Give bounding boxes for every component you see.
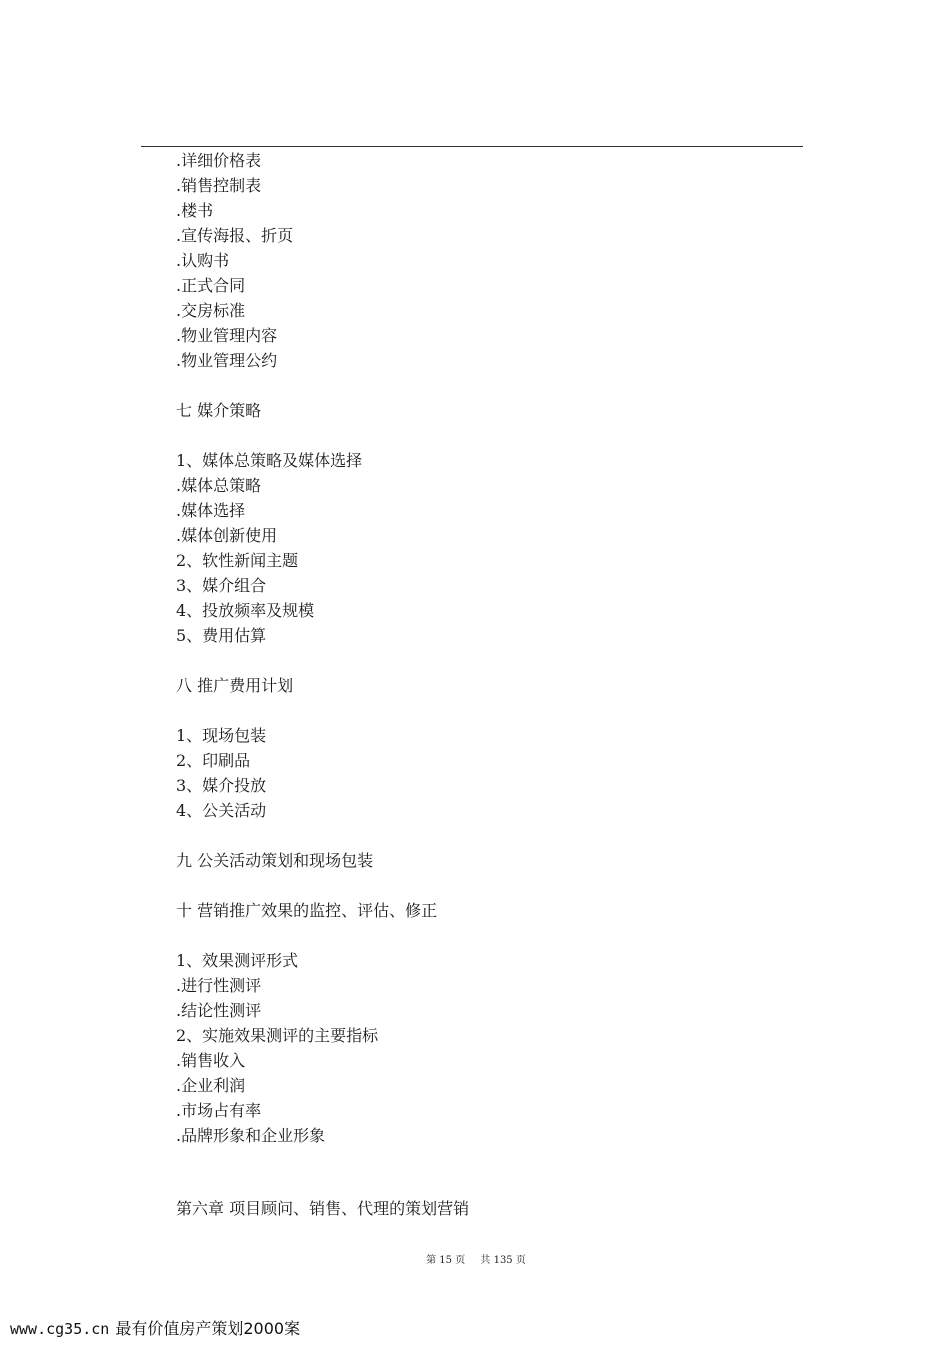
section-heading-10: 十 营销推广效果的监控、评估、修正 <box>176 901 438 920</box>
list-item: .正式合同 <box>176 276 246 295</box>
list-item: .物业管理内容 <box>176 326 278 345</box>
header-rule <box>141 146 803 147</box>
list-item: .销售控制表 <box>176 176 262 195</box>
section-heading-9: 九 公关活动策划和现场包装 <box>176 851 374 870</box>
list-item: .进行性测评 <box>176 976 262 995</box>
spacer <box>176 823 796 848</box>
watermark <box>10 1318 300 1340</box>
list-item: 2、软性新闻主题 <box>176 551 299 570</box>
spacer <box>176 923 796 948</box>
list-item: 1、现场包装 <box>176 726 267 745</box>
list-item: .物业管理公约 <box>176 351 278 370</box>
list-item: 2、实施效果测评的主要指标 <box>176 1026 379 1045</box>
list-item: 1、媒体总策略及媒体选择 <box>176 451 363 470</box>
spacer <box>176 648 796 673</box>
list-item: 3、媒介组合 <box>176 576 267 595</box>
list-item: .企业利润 <box>176 1076 246 1095</box>
list-item: .结论性测评 <box>176 1001 262 1020</box>
list-item: .媒体选择 <box>176 501 246 520</box>
page-total: 共 135 页 <box>480 1255 526 1266</box>
chapter-heading: 第六章 项目顾问、销售、代理的策划营销 <box>176 1199 470 1218</box>
spacer <box>176 698 796 723</box>
watermark-url: www.cg35.cn <box>10 1320 110 1338</box>
document-body <box>176 148 796 1221</box>
list-item: 5、费用估算 <box>176 626 267 645</box>
list-item: .详细价格表 <box>176 151 262 170</box>
list-item: 1、效果测评形式 <box>176 951 299 970</box>
section-heading-7: 七 媒介策略 <box>176 401 262 420</box>
list-item: .认购书 <box>176 251 230 270</box>
section-8-list <box>176 723 796 823</box>
spacer <box>176 423 796 448</box>
list-item: 2、印刷品 <box>176 751 251 770</box>
list-item: 4、投放频率及规模 <box>176 601 315 620</box>
spacer <box>176 1148 796 1196</box>
page-number: 第 15 页 <box>426 1255 466 1266</box>
watermark-slogan: 最有价值房产策划2000案 <box>115 1319 301 1338</box>
list-item: .销售收入 <box>176 1051 246 1070</box>
list-top <box>176 148 796 373</box>
list-item: .交房标准 <box>176 301 246 320</box>
list-item: 4、公关活动 <box>176 801 267 820</box>
section-7-list <box>176 448 796 648</box>
list-item: 3、媒介投放 <box>176 776 267 795</box>
section-10-list <box>176 948 796 1148</box>
list-item: .媒体创新使用 <box>176 526 278 545</box>
page-footer <box>0 1254 952 1268</box>
list-item: .宣传海报、折页 <box>176 226 294 245</box>
list-item: .媒体总策略 <box>176 476 262 495</box>
list-item: .品牌形象和企业形象 <box>176 1126 326 1145</box>
spacer <box>176 373 796 398</box>
list-item: .市场占有率 <box>176 1101 262 1120</box>
spacer <box>176 873 796 898</box>
list-item: .楼书 <box>176 201 214 220</box>
section-heading-8: 八 推广费用计划 <box>176 676 294 695</box>
